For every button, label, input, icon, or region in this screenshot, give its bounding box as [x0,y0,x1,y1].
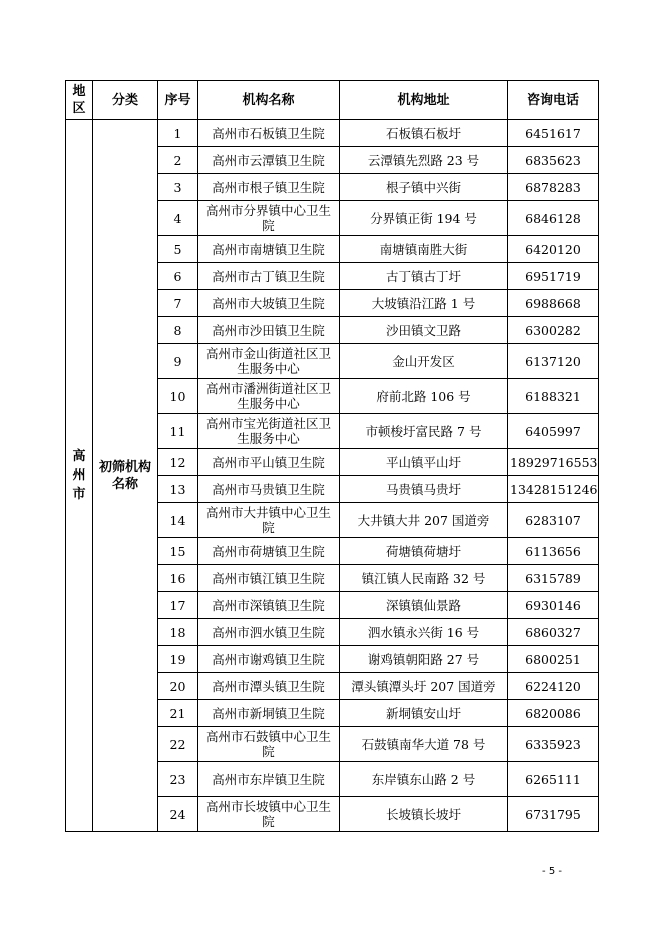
phone-cell: 6335923 [508,727,599,762]
phone-cell: 6300282 [508,317,599,344]
seq-cell: 20 [158,673,198,700]
seq-cell: 8 [158,317,198,344]
name-cell: 高州市根子镇卫生院 [198,174,340,201]
name-cell: 高州市潘洲街道社区卫生服务中心 [198,379,340,414]
seq-cell: 23 [158,762,198,797]
header-category: 分类 [93,81,158,120]
name-cell: 高州市石鼓镇中心卫生院 [198,727,340,762]
name-cell: 高州市分界镇中心卫生院 [198,201,340,236]
phone-cell: 6820086 [508,700,599,727]
name-cell: 高州市金山街道社区卫生服务中心 [198,344,340,379]
name-cell: 高州市镇江镇卫生院 [198,565,340,592]
category-cell: 初筛机构 名称 [93,120,158,832]
header-region-line2: 区 [72,101,86,116]
seq-cell: 2 [158,147,198,174]
seq-cell: 7 [158,290,198,317]
address-cell: 潭头镇潭头圩 207 国道旁 [340,673,508,700]
phone-cell: 6224120 [508,673,599,700]
name-cell: 高州市东岸镇卫生院 [198,762,340,797]
address-cell: 金山开发区 [340,344,508,379]
seq-cell: 6 [158,263,198,290]
seq-cell: 18 [158,619,198,646]
phone-cell: 6731795 [508,797,599,832]
seq-cell: 19 [158,646,198,673]
name-cell: 高州市古丁镇卫生院 [198,263,340,290]
region-cell: 高 州 市 [66,120,93,832]
phone-cell: 6188321 [508,379,599,414]
header-phone: 咨询电话 [508,81,599,120]
address-cell: 谢鸡镇朝阳路 27 号 [340,646,508,673]
address-cell: 南塘镇南胜大街 [340,236,508,263]
phone-cell: 6315789 [508,565,599,592]
address-cell: 深镇镇仙景路 [340,592,508,619]
phone-cell: 6930146 [508,592,599,619]
phone-cell: 18929716553 [508,449,599,476]
name-cell: 高州市云潭镇卫生院 [198,147,340,174]
seq-cell: 15 [158,538,198,565]
seq-cell: 10 [158,379,198,414]
phone-cell: 6451617 [508,120,599,147]
header-address: 机构地址 [340,81,508,120]
phone-cell: 6988668 [508,290,599,317]
seq-cell: 5 [158,236,198,263]
address-cell: 荷塘镇荷塘圩 [340,538,508,565]
phone-cell: 6846128 [508,201,599,236]
phone-cell: 6878283 [508,174,599,201]
address-cell: 根子镇中兴街 [340,174,508,201]
address-cell: 平山镇平山圩 [340,449,508,476]
phone-cell: 6835623 [508,147,599,174]
address-cell: 石鼓镇南华大道 78 号 [340,727,508,762]
table-body [66,120,599,832]
seq-cell: 17 [158,592,198,619]
name-cell: 高州市长坡镇中心卫生院 [198,797,340,832]
seq-cell: 24 [158,797,198,832]
name-cell: 高州市沙田镇卫生院 [198,317,340,344]
phone-cell: 6405997 [508,414,599,449]
seq-cell: 14 [158,503,198,538]
seq-cell: 4 [158,201,198,236]
address-cell: 府前北路 106 号 [340,379,508,414]
name-cell: 高州市深镇镇卫生院 [198,592,340,619]
name-cell: 高州市石板镇卫生院 [198,120,340,147]
address-cell: 石板镇石板圩 [340,120,508,147]
address-cell: 大坡镇沿江路 1 号 [340,290,508,317]
address-cell: 云潭镇先烈路 23 号 [340,147,508,174]
phone-cell: 6113656 [508,538,599,565]
phone-cell: 6951719 [508,263,599,290]
header-region [66,81,93,120]
name-cell: 高州市平山镇卫生院 [198,449,340,476]
seq-cell: 21 [158,700,198,727]
phone-cell: 6137120 [508,344,599,379]
address-cell: 马贵镇马贵圩 [340,476,508,503]
phone-cell: 6420120 [508,236,599,263]
name-cell: 高州市大井镇中心卫生院 [198,503,340,538]
seq-cell: 11 [158,414,198,449]
header-name: 机构名称 [198,81,340,120]
name-cell: 高州市潭头镇卫生院 [198,673,340,700]
name-cell: 高州市荷塘镇卫生院 [198,538,340,565]
phone-cell: 6265111 [508,762,599,797]
institution-table [65,80,599,832]
page-number: - 5 - [542,866,562,877]
address-cell: 东岸镇东山路 2 号 [340,762,508,797]
address-cell: 新垌镇安山圩 [340,700,508,727]
name-cell: 高州市新垌镇卫生院 [198,700,340,727]
address-cell: 大井镇大井 207 国道旁 [340,503,508,538]
name-cell: 高州市宝光街道社区卫生服务中心 [198,414,340,449]
phone-cell: 6283107 [508,503,599,538]
address-cell: 分界镇正街 194 号 [340,201,508,236]
address-cell: 古丁镇古丁圩 [340,263,508,290]
address-cell: 泗水镇永兴街 16 号 [340,619,508,646]
seq-cell: 1 [158,120,198,147]
seq-cell: 13 [158,476,198,503]
header-region-line1: 地 [72,84,86,99]
phone-cell: 6860327 [508,619,599,646]
name-cell: 高州市南塘镇卫生院 [198,236,340,263]
seq-cell: 16 [158,565,198,592]
address-cell: 镇江镇人民南路 32 号 [340,565,508,592]
seq-cell: 3 [158,174,198,201]
phone-cell: 6800251 [508,646,599,673]
name-cell: 高州市泗水镇卫生院 [198,619,340,646]
seq-cell: 22 [158,727,198,762]
address-cell: 长坡镇长坡圩 [340,797,508,832]
header-row [66,81,599,120]
header-seq: 序号 [158,81,198,120]
name-cell: 高州市大坡镇卫生院 [198,290,340,317]
address-cell: 市顿梭圩富民路 7 号 [340,414,508,449]
name-cell: 高州市马贵镇卫生院 [198,476,340,503]
seq-cell: 9 [158,344,198,379]
phone-cell: 13428151246 [508,476,599,503]
seq-cell: 12 [158,449,198,476]
name-cell: 高州市谢鸡镇卫生院 [198,646,340,673]
address-cell: 沙田镇文卫路 [340,317,508,344]
table-row [66,120,599,147]
